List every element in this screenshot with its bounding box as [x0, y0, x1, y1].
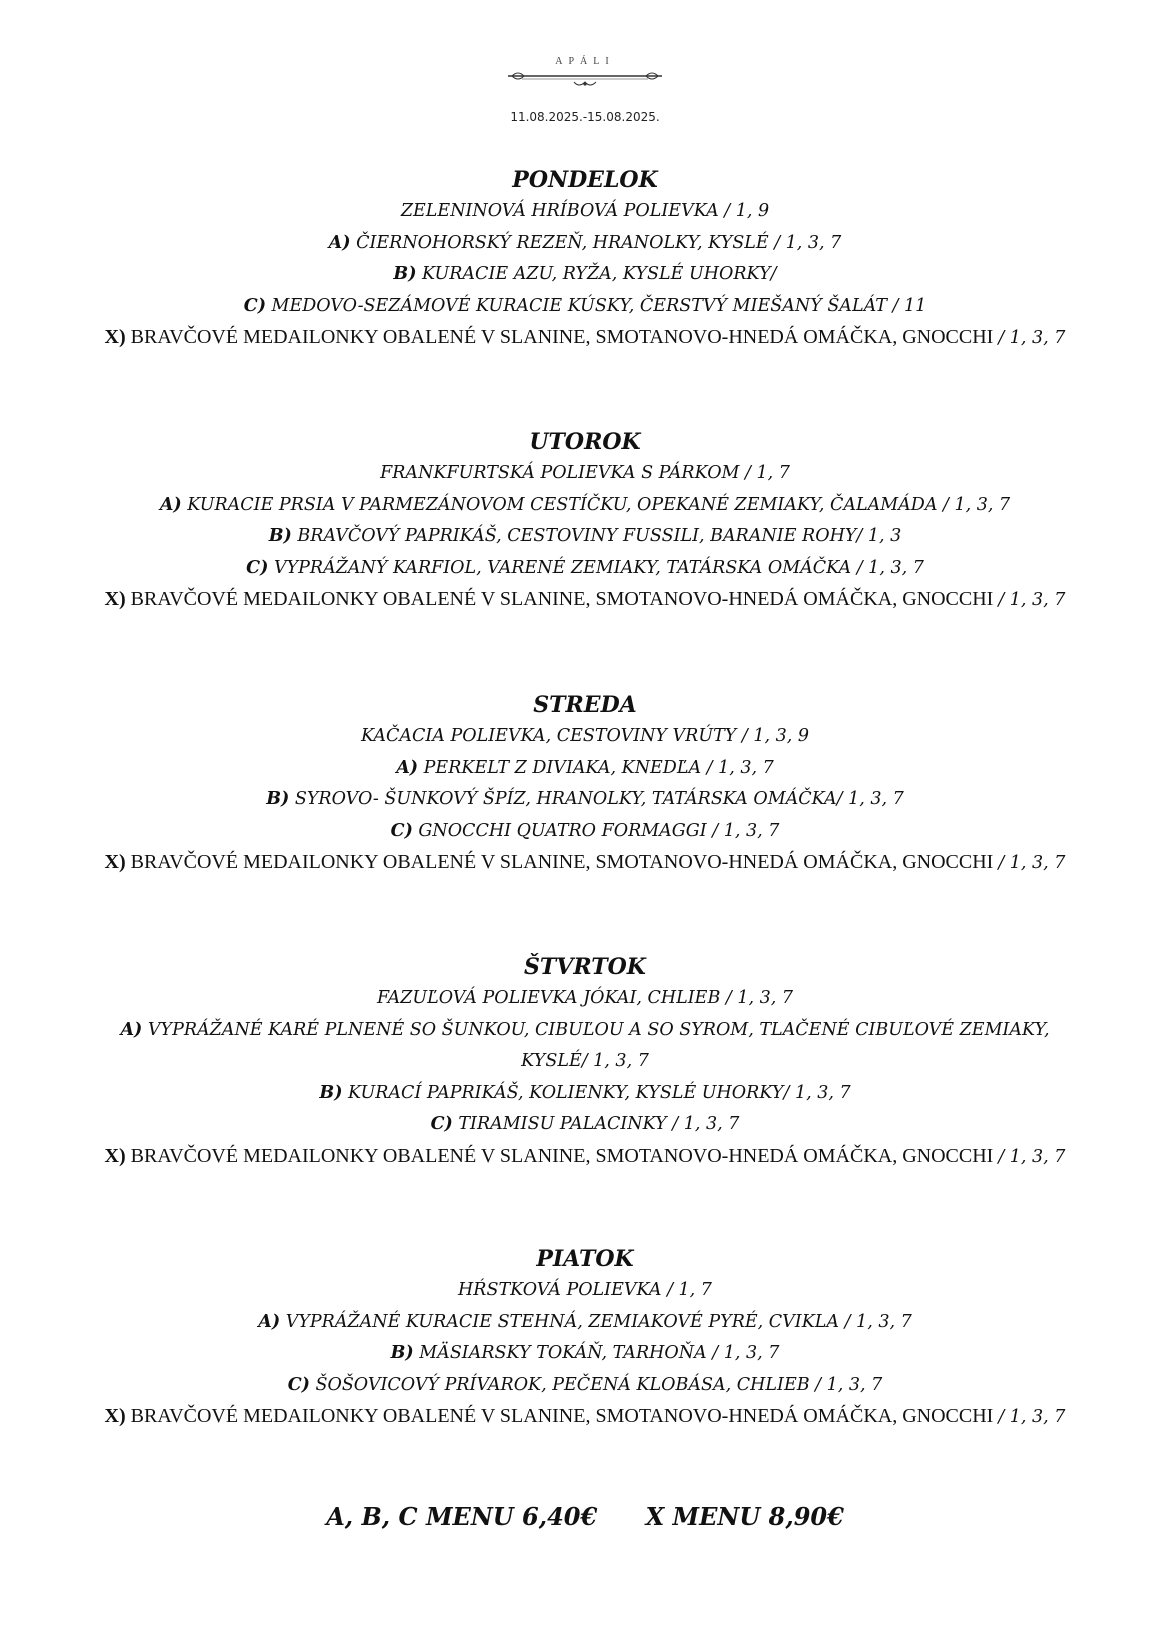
- item-text: BRAVČOVÉ MEDAILONKY OBALENÉ V SLANINE, SMOTANOVO-HNEDÁ OMÁČKA, GNOCCHI: [125, 1405, 999, 1427]
- menu-item-c: [0, 1109, 1170, 1141]
- item-allergens: / 1, 3, 7: [998, 853, 1066, 873]
- item-letter: A): [120, 1019, 143, 1040]
- item-text: GNOCCHI QUATRO FORMAGGI / 1, 3, 7: [412, 820, 780, 841]
- item-letter: X): [104, 326, 126, 348]
- item-allergens: / 1, 3, 7: [998, 328, 1066, 348]
- item-text: MÄSIARSKY TOKÁŇ, TARHOŇA / 1, 3, 7: [413, 1343, 780, 1363]
- day-title: UTOROK: [529, 429, 641, 455]
- soup-line: ZELENINOVÁ HRÍBOVÁ POLIEVKA / 1, 9: [400, 201, 770, 221]
- item-text: VYPRÁŽANÉ KARÉ PLNENÉ SO ŠUNKOU, CIBUĽOU A SO SYROM, TLAČENÉ CIBUĽOVÉ ZEMIAKY, KYSLÉ/ 1, 3, 7: [142, 1019, 1050, 1071]
- menu-item-c: [0, 1370, 1170, 1402]
- x-menu-price: X MENU 8,90€: [645, 1502, 844, 1531]
- item-text: TIRAMISU PALACINKY / 1, 3, 7: [452, 1114, 740, 1134]
- item-letter: B): [319, 1082, 343, 1103]
- menu-item-a: [0, 753, 1170, 785]
- menu-item-x: [0, 584, 1170, 617]
- item-letter: A): [258, 1311, 281, 1332]
- day-section-monday: [0, 164, 1170, 355]
- item-letter: C): [430, 1114, 453, 1134]
- item-text: KURACÍ PAPRIKÁŠ, KOLIENKY, KYSLÉ UHORKY/ 1, 3, 7: [342, 1082, 851, 1103]
- menu-item-c: [0, 816, 1170, 848]
- day-title: PONDELOK: [512, 167, 658, 193]
- item-text: BRAVČOVÉ MEDAILONKY OBALENÉ V SLANINE, SMOTANOVO-HNEDÁ OMÁČKA, GNOCCHI: [125, 326, 999, 348]
- soup-line: HŔSTKOVÁ POLIEVKA / 1, 7: [458, 1280, 712, 1300]
- item-text: KURACIE PRSIA V PARMEZÁNOVOM CESTÍČKU, OPEKANÉ ZEMIAKY, ČALAMÁDA / 1, 3, 7: [181, 494, 1011, 515]
- item-text: BRAVČOVÝ PAPRIKÁŠ, CESTOVINY FUSSILI, BARANIE ROHY/ 1, 3: [291, 526, 902, 546]
- item-letter: C): [243, 295, 266, 316]
- menu-item-a: [0, 1015, 1170, 1078]
- menu-item-b: [0, 521, 1170, 553]
- item-text: SYROVO- ŠUNKOVÝ ŠPÍZ, HRANOLKY, TATÁRSKA OMÁČKA/ 1, 3, 7: [289, 789, 904, 809]
- item-text: BRAVČOVÉ MEDAILONKY OBALENÉ V SLANINE, SMOTANOVO-HNEDÁ OMÁČKA, GNOCCHI: [125, 851, 999, 873]
- menu-item-x: [0, 1141, 1170, 1174]
- menu-item-b: [0, 784, 1170, 816]
- item-letter: A): [328, 232, 351, 253]
- menu-item-b: [0, 1078, 1170, 1110]
- item-letter: X): [104, 1405, 126, 1427]
- abc-menu-price: A, B, C MENU 6,40€: [326, 1502, 598, 1531]
- item-letter: B): [266, 789, 290, 809]
- item-text: VYPRÁŽANÉ KURACIE STEHNÁ, ZEMIAKOVÉ PYRÉ, CVIKLA / 1, 3, 7: [280, 1311, 912, 1332]
- day-section-thursday: [0, 951, 1170, 1173]
- soup-line: KAČACIA POLIEVKA, CESTOVINY VRÚTY / 1, 3, 9: [360, 726, 810, 746]
- item-text: KURACIE AZU, RYŽA, KYSLÉ UHORKY/: [416, 264, 777, 284]
- soup-line: FRANKFURTSKÁ POLIEVKA S PÁRKOM / 1, 7: [380, 463, 790, 483]
- day-title: STREDA: [533, 692, 637, 718]
- item-letter: C): [390, 820, 413, 841]
- item-letter: A): [159, 494, 182, 515]
- item-letter: X): [104, 588, 126, 610]
- item-letter: C): [246, 557, 269, 578]
- menu-item-x: [0, 847, 1170, 880]
- item-letter: X): [104, 851, 126, 873]
- menu-item-c: [0, 291, 1170, 323]
- item-allergens: / 1, 3, 7: [998, 1146, 1066, 1167]
- menu-item-b: [0, 1338, 1170, 1370]
- menu-item-a: [0, 228, 1170, 260]
- menu-item-x: [0, 1401, 1170, 1434]
- logo-text: APÁLI: [555, 56, 615, 67]
- item-letter: X): [104, 1144, 126, 1167]
- day-section-tuesday: [0, 426, 1170, 617]
- item-text: PERKELT Z DIVIAKA, KNEDĽA / 1, 3, 7: [418, 757, 774, 778]
- item-text: VYPRÁŽANÝ KARFIOL, VARENÉ ZEMIAKY, TATÁRSKA OMÁČKA / 1, 3, 7: [268, 557, 924, 578]
- logo: [508, 56, 662, 90]
- logo-ornament-icon: [508, 68, 662, 90]
- menu-item-a: [0, 490, 1170, 522]
- item-text: BRAVČOVÉ MEDAILONKY OBALENÉ V SLANINE, SMOTANOVO-HNEDÁ OMÁČKA, GNOCCHI: [125, 588, 999, 610]
- item-text: ŠOŠOVICOVÝ PRÍVAROK, PEČENÁ KLOBÁSA, CHLIEB / 1, 3, 7: [309, 1374, 883, 1395]
- item-text: BRAVČOVÉ MEDAILONKY OBALENÉ V SLANINE, SMOTANOVO-HNEDÁ OMÁČKA, GNOCCHI: [125, 1144, 999, 1167]
- item-letter: A): [396, 757, 419, 778]
- date-range: 11.08.2025.-15.08.2025.: [510, 110, 660, 124]
- item-allergens: / 1, 3, 7: [998, 590, 1066, 610]
- item-letter: B): [390, 1343, 414, 1363]
- menu-item-b: [0, 259, 1170, 291]
- day-title: ŠTVRTOK: [524, 954, 646, 980]
- menu-item-x: [0, 322, 1170, 355]
- menu-item-c: [0, 553, 1170, 585]
- day-section-wednesday: [0, 689, 1170, 880]
- soup-line: FAZUĽOVÁ POLIEVKA JÓKAI, CHLIEB / 1, 3, 7: [376, 988, 793, 1008]
- item-letter: B): [393, 264, 417, 284]
- item-text: MEDOVO-SEZÁMOVÉ KURACIE KÚSKY, ČERSTVÝ MIEŠANÝ ŠALÁT / 11: [265, 295, 927, 316]
- item-text: ČIERNOHORSKÝ REZEŇ, HRANOLKY, KYSLÉ / 1, 3, 7: [350, 232, 842, 253]
- day-section-friday: [0, 1243, 1170, 1434]
- item-letter: C): [287, 1374, 310, 1395]
- item-allergens: / 1, 3, 7: [998, 1407, 1066, 1427]
- day-title: PIATOK: [536, 1246, 634, 1272]
- menu-item-a: [0, 1307, 1170, 1339]
- price-footer: [0, 1502, 1170, 1531]
- item-letter: B): [268, 526, 292, 546]
